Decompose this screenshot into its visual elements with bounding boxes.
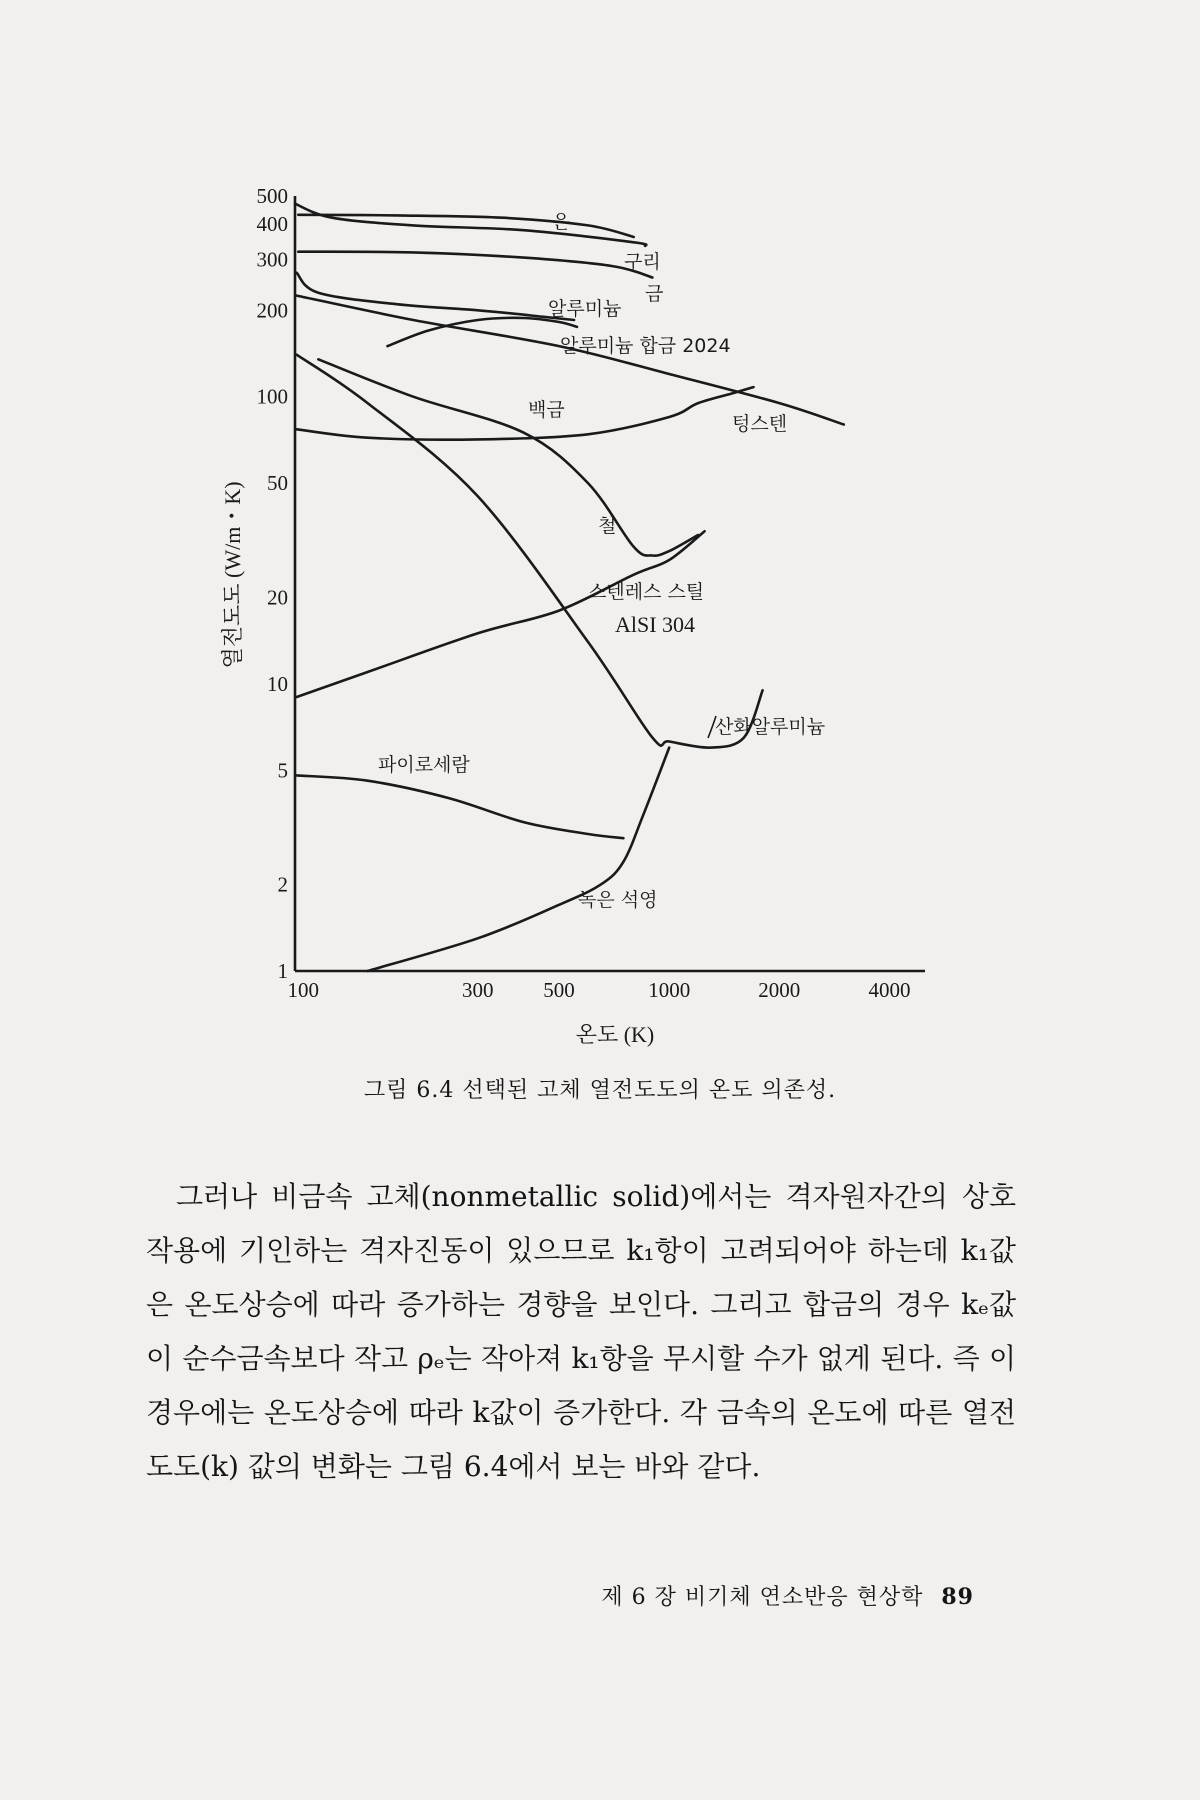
label-tungsten: 텅스텐: [732, 413, 788, 435]
series-line-4: [297, 273, 574, 320]
x-tick-label: 500: [543, 978, 575, 1002]
figure-caption: 그림 6.4 선택된 고체 열전도도의 온도 의존성.: [363, 1078, 837, 1103]
label-gold: 금: [645, 283, 664, 305]
label-fused-quartz: 녹은 석영: [578, 889, 658, 911]
x-tick-label: 1000: [648, 978, 691, 1002]
x-tick-label: 300: [462, 978, 494, 1002]
page-number: 89: [941, 1584, 974, 1610]
label-stainless-steel: 스텐레스 스틸: [588, 581, 705, 603]
series-line-3: [298, 252, 652, 278]
label-aluminum: 알루미늄: [548, 298, 622, 320]
series-line-1: [298, 215, 633, 237]
body-text: [146, 1170, 1016, 1494]
series-line-8: [318, 359, 698, 555]
y-tick-label: 300: [256, 247, 288, 272]
y-tick-label: 50: [267, 471, 288, 496]
y-tick-label: 500: [256, 184, 288, 208]
chapter-title: 제 6 장 비기체 연소반응 현상학: [601, 1585, 924, 1610]
y-tick-label: 100: [256, 384, 288, 409]
y-tick-label: 20: [267, 585, 288, 610]
label-platinum: 백금: [528, 399, 565, 421]
y-tick-label: 1: [277, 959, 288, 983]
y-axis-title: 열전도도 (W/m・K): [220, 481, 245, 669]
x-tick-label: 100: [287, 978, 319, 1002]
label-iron: 철: [598, 515, 617, 537]
x-tick-label: 2000: [758, 978, 801, 1002]
label-silver: 은: [552, 211, 571, 233]
x-axis-title: 온도 (K): [575, 1022, 655, 1047]
y-tick-label: 5: [277, 758, 288, 783]
label-aluminum-alloy: 알루미늄 합금 2024: [560, 335, 731, 357]
x-tick-label: 4000: [868, 978, 911, 1002]
y-tick-label: 400: [256, 211, 288, 236]
page-footer: [601, 1580, 974, 1611]
y-tick-label: 2: [277, 872, 288, 897]
label-copper: 구리: [624, 251, 661, 273]
body-paragraph: 그러나 비금속 고체(nonmetallic solid)에서는 격자원자간의 상호작용에 기인하는 격자진동이 있으므로 k₁항이 고려되어야 하는데 k₁값은 온도상승에 따라 증가하는 경향을 보인다. 그리고 합금의 경우 kₑ값이 순수금속보다 작고 ρₑ는 작아져 k₁항을 무시할 수가 없게 된다. 즉 이 경우에는 온도상승에 따라 k값이 증가한다. 각 금속의 온도에 따른 열전도도(k) 값의 변화는 그림 6.4에서 보는 바와 같다.: [146, 1180, 1016, 1483]
y-tick-label: 10: [267, 671, 288, 696]
label-alumina: 산화알루미늄: [715, 716, 826, 738]
y-tick-label: 200: [256, 298, 288, 323]
label-stainless-steel-grade: AlSI 304: [615, 612, 696, 637]
series-line-11: [297, 775, 624, 838]
label-pyroceram: 파이로세람: [378, 754, 470, 776]
series-line-12: [368, 748, 670, 971]
series-line-7: [297, 387, 754, 440]
series-line-2: [295, 204, 646, 246]
